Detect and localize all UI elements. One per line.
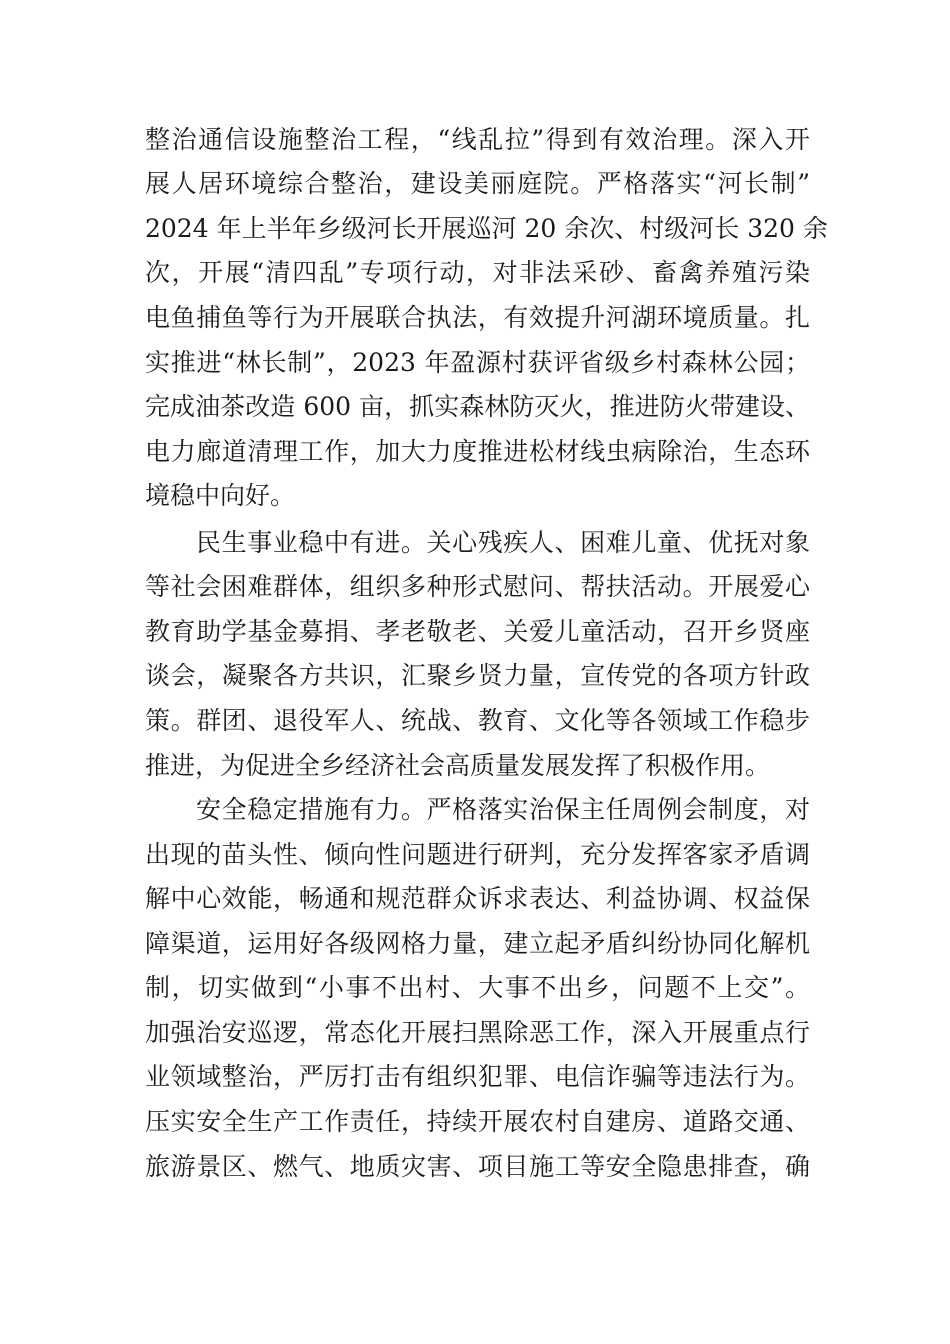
text-line: 策。群团、退役军人、统战、教育、文化等各领域工作稳步 bbox=[145, 706, 810, 735]
text-line: 业领域整治，严厉打击有组织犯罪、电信诈骗等违法行为。 bbox=[145, 1062, 810, 1091]
text-line: 次，开展“清四乱”专项行动，对非法采砂、畜禽养殖污染 bbox=[145, 258, 810, 287]
text-line: 旅游景区、燃气、地质灾害、项目施工等安全隐患排查，确 bbox=[145, 1152, 810, 1181]
text-line: 展人居环境综合整治，建设美丽庭院。严格落实“河长制” bbox=[145, 169, 810, 198]
paragraph-first-line: 安全稳定措施有力。严格落实治保主任周例会制度，对 bbox=[196, 795, 810, 824]
text-line: 压实安全生产工作责任，持续开展农村自建房、道路交通、 bbox=[145, 1107, 810, 1136]
text-line: 整治通信设施整治工程，“线乱拉”得到有效治理。深入开 bbox=[145, 125, 810, 154]
text-line: 障渠道，运用好各级网格力量，建立起矛盾纠纷协同化解机 bbox=[145, 929, 810, 958]
text-line: 出现的苗头性、倾向性问题进行研判，充分发挥客家矛盾调 bbox=[145, 840, 810, 869]
text-line: 电力廊道清理工作，加大力度推进松材线虫病除治，生态环 bbox=[145, 437, 810, 466]
text-line: 教育助学基金募捐、孝老敬老、关爱儿童活动，召开乡贤座 bbox=[145, 617, 810, 646]
text-line: 加强治安巡逻，常态化开展扫黑除恶工作，深入开展重点行 bbox=[145, 1018, 810, 1047]
text-line: 完成油茶改造 600 亩，抓实森林防灭火，推进防火带建设、 bbox=[145, 392, 810, 421]
paragraph-first-line: 民生事业稳中有进。关心残疾人、困难儿童、优抚对象 bbox=[196, 528, 810, 557]
text-line: 电鱼捕鱼等行为开展联合执法，有效提升河湖环境质量。扎 bbox=[145, 303, 810, 332]
text-line: 制，切实做到“小事不出村、大事不出乡，问题不上交”。 bbox=[145, 973, 810, 1002]
text-line: 等社会困难群体，组织多种形式慰问、帮扶活动。开展爱心 bbox=[145, 572, 810, 601]
text-line: 2024 年上半年乡级河长开展巡河 20 余次、村级河长 320 余 bbox=[145, 214, 828, 243]
text-line: 实推进“林长制”，2023 年盈源村获评省级乡村森林公园； bbox=[145, 348, 810, 377]
text-line: 谈会，凝聚各方共识，汇聚乡贤力量，宣传党的各项方针政 bbox=[145, 661, 810, 690]
text-line: 境稳中向好。 bbox=[145, 481, 296, 510]
text-line: 推进，为促进全乡经济社会高质量发展发挥了积极作用。 bbox=[145, 751, 771, 780]
text-line: 解中心效能，畅通和规范群众诉求表达、利益协调、权益保 bbox=[145, 884, 810, 913]
